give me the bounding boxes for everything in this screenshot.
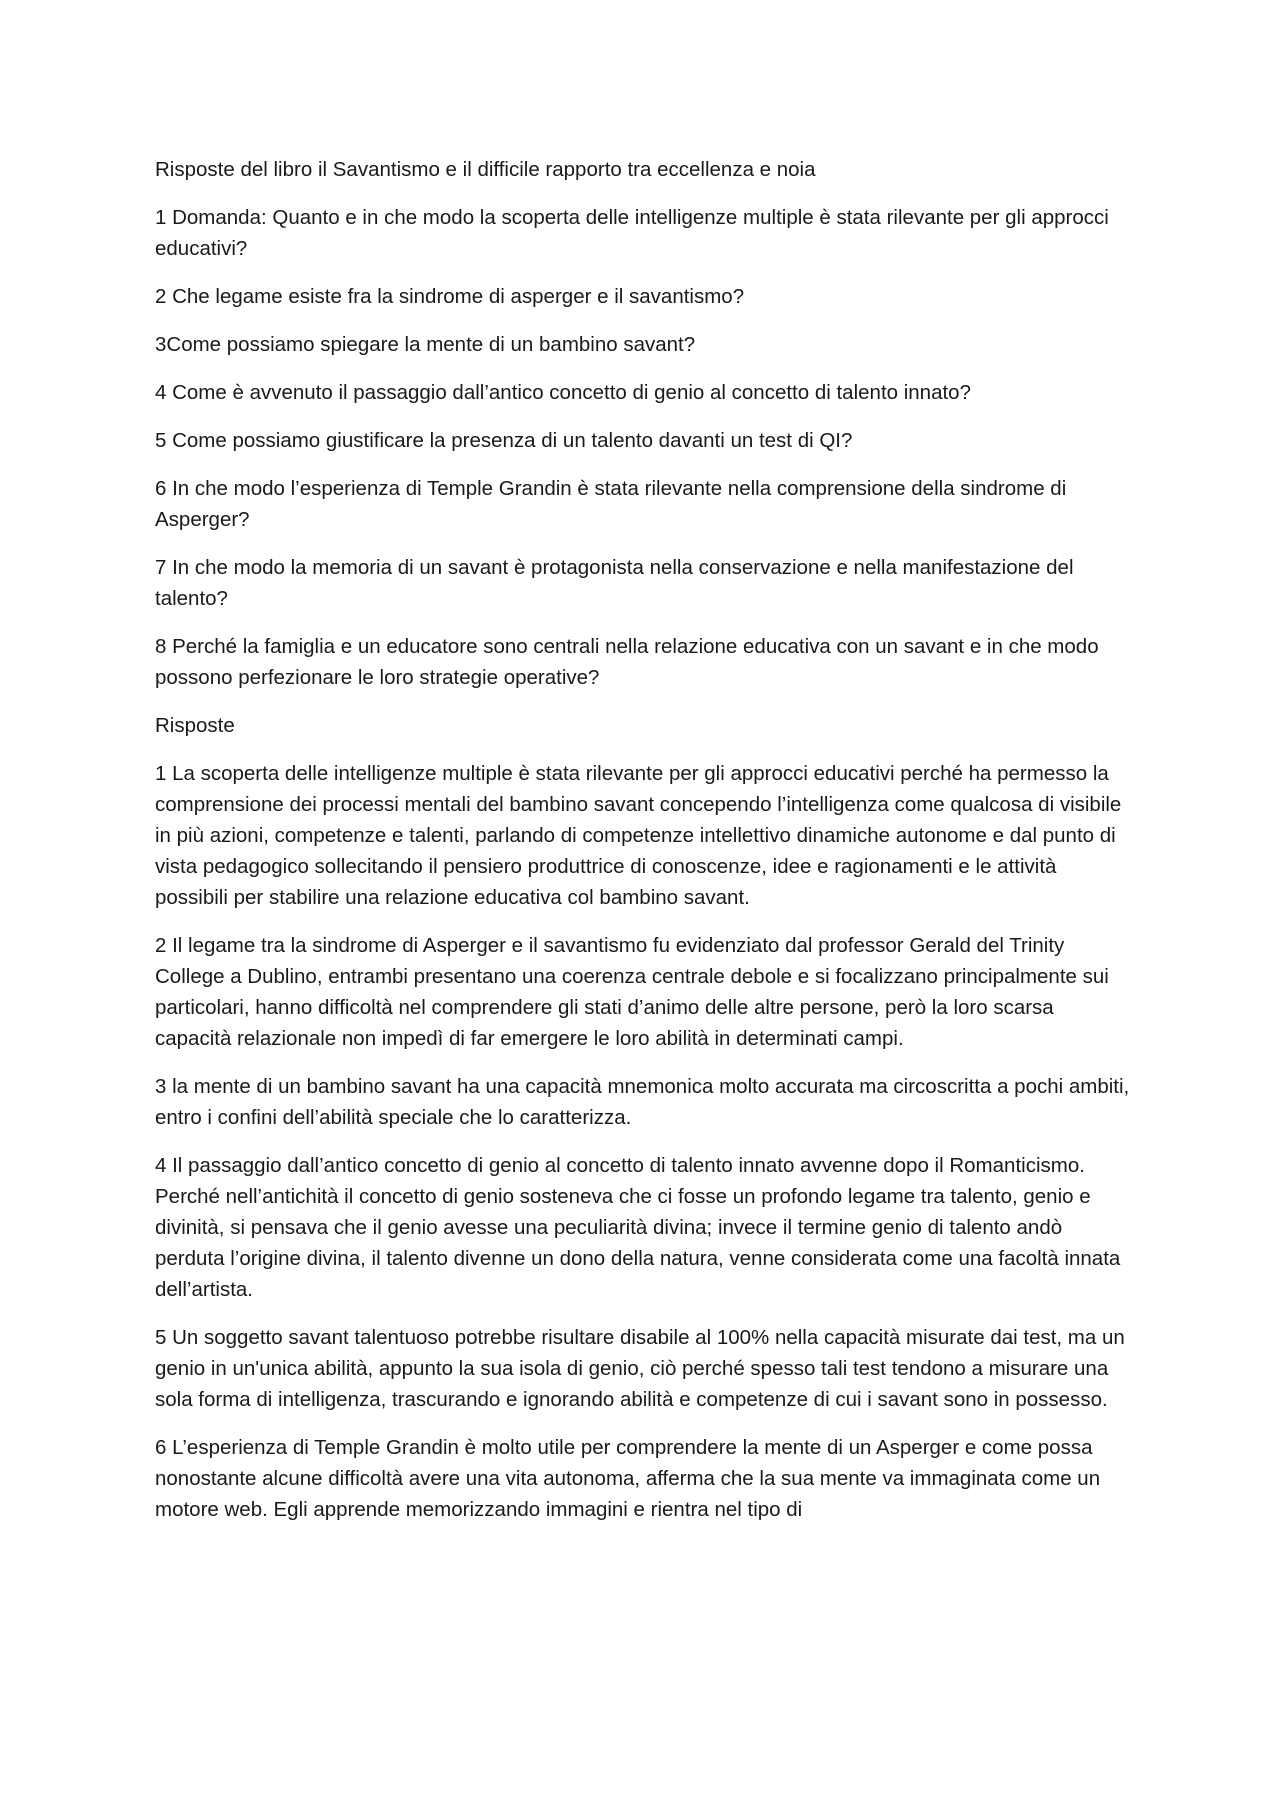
answer-6: 6 L’esperienza di Temple Grandin è molto utile per comprendere la mente di un Asperger e come possa nonostante alcune difficoltà avere una vita autonoma, afferma che la sua mente va immaginata come un motore web. Egli apprende memorizzando immagini e rientra nel tipo di xyxy=(155,1436,1101,1521)
answers-heading: Risposte xyxy=(155,714,235,737)
question-3: 3Come possiamo spiegare la mente di un bambino savant? xyxy=(155,333,696,356)
answer-4: 4 Il passaggio dall’antico concetto di genio al concetto di talento innato avvenne dopo il Romanticismo. Perché nell’antichità il concetto di genio sosteneva che ci fosse un profondo legame tra talento, genio e divinità, si pensava che il genio avesse una peculiarità divina; invece il termine genio di talento andò perduta l’origine divina, il talento divenne un dono della natura, venne considerata come una facoltà innata dell’artista. xyxy=(155,1154,1121,1301)
answer-1: 1 La scoperta delle intelligenze multiple è stata rilevante per gli approcci educativi perché ha permesso la comprensione dei processi mentali del bambino savant concependo l’intelligenza come qualcosa di visibile in più azioni, competenze e talenti, parlando di competenze intellettivo dinamiche autonome e dal punto di vista pedagogico sollecitando il pensiero produttrice di conoscenze, idee e ragionamenti e le attività possibili per stabilire una relazione educativa col bambino savant. xyxy=(155,762,1122,909)
answer-5: 5 Un soggetto savant talentuoso potrebbe risultare disabile al 100% nella capacità misurate dai test, ma un genio in un'unica abilità, appunto la sua isola di genio, ciò perché spesso tali test tendono a misurare una sola forma di intelligenza, trascurando e ignorando abilità e competenze di cui i savant sono in possesso. xyxy=(155,1326,1125,1411)
question-5: 5 Come possiamo giustificare la presenza di un talento davanti un test di QI? xyxy=(155,429,853,452)
document-title: Risposte del libro il Savantismo e il difficile rapporto tra eccellenza e noia xyxy=(155,158,816,181)
document-page xyxy=(155,154,1130,1542)
question-8: 8 Perché la famiglia e un educatore sono centrali nella relazione educativa con un savant e in che modo possono perfezionare le loro strategie operative? xyxy=(155,635,1099,689)
question-7: 7 In che modo la memoria di un savant è protagonista nella conservazione e nella manifestazione del talento? xyxy=(155,556,1074,610)
answer-3: 3 la mente di un bambino savant ha una capacità mnemonica molto accurata ma circoscritta a pochi ambiti, entro i confini dell’abilità speciale che lo caratterizza. xyxy=(155,1075,1130,1129)
question-2: 2 Che legame esiste fra la sindrome di asperger e il savantismo? xyxy=(155,285,745,308)
question-4: 4 Come è avvenuto il passaggio dall’antico concetto di genio al concetto di talento innato? xyxy=(155,381,971,404)
question-1: 1 Domanda: Quanto e in che modo la scoperta delle intelligenze multiple è stata rilevante per gli approcci educativi? xyxy=(155,206,1109,260)
answer-2: 2 Il legame tra la sindrome di Asperger e il savantismo fu evidenziato dal professor Gerald del Trinity College a Dublino, entrambi presentano una coerenza centrale debole e si focalizzano principalmente sui particolari, hanno difficoltà nel comprendere gli stati d’animo delle altre persone, però la loro scarsa capacità relazionale non impedì di far emergere le loro abilità in determinati campi. xyxy=(155,934,1109,1050)
question-6: 6 In che modo l’esperienza di Temple Grandin è stata rilevante nella comprensione della sindrome di Asperger? xyxy=(155,477,1067,531)
